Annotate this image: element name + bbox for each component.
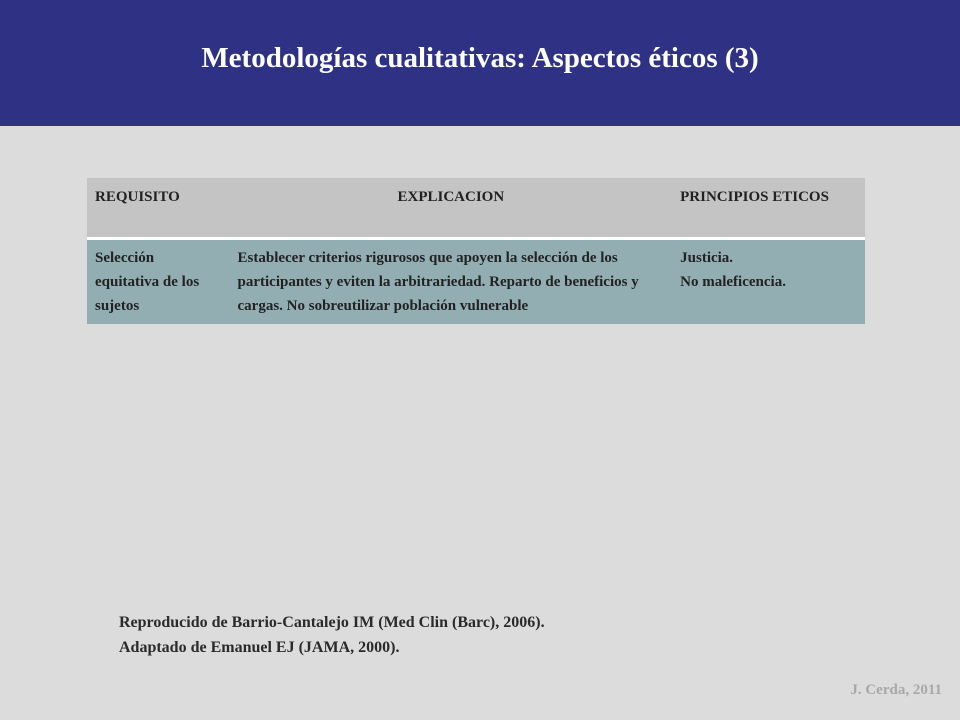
author-credit: J. Cerda, 2011 xyxy=(850,682,942,698)
table-header-row xyxy=(87,178,865,238)
reference-line-1: Reproducido de Barrio-Cantalejo IM (Med Clin (Barc), 2006). xyxy=(119,614,545,631)
header-explicacion: EXPLICACION xyxy=(397,189,505,205)
principle-justicia: Justicia. xyxy=(680,249,734,266)
table-row xyxy=(87,238,865,324)
ethics-table xyxy=(87,178,865,324)
header-requisito: REQUISITO xyxy=(95,189,180,205)
cell-requisito: Selección equitativa de los sujetos xyxy=(95,249,200,314)
title-bar xyxy=(0,0,960,126)
cell-explicacion: Establecer criterios rigurosos que apoyen la selección de los participantes y eviten la arbitrariedad. Reparto de beneficios y cargas. No sobreutilizar población vulnerable xyxy=(237,249,639,314)
principle-no-maleficencia: No maleficencia. xyxy=(680,273,786,290)
slide-title: Metodologías cualitativas: Aspectos éticos (3) xyxy=(201,42,759,74)
reference-block xyxy=(119,610,545,660)
cell-principios xyxy=(672,238,865,324)
header-principios: PRINCIPIOS ETICOS xyxy=(680,189,829,205)
reference-line-2: Adaptado de Emanuel EJ (JAMA, 2000). xyxy=(119,639,400,656)
